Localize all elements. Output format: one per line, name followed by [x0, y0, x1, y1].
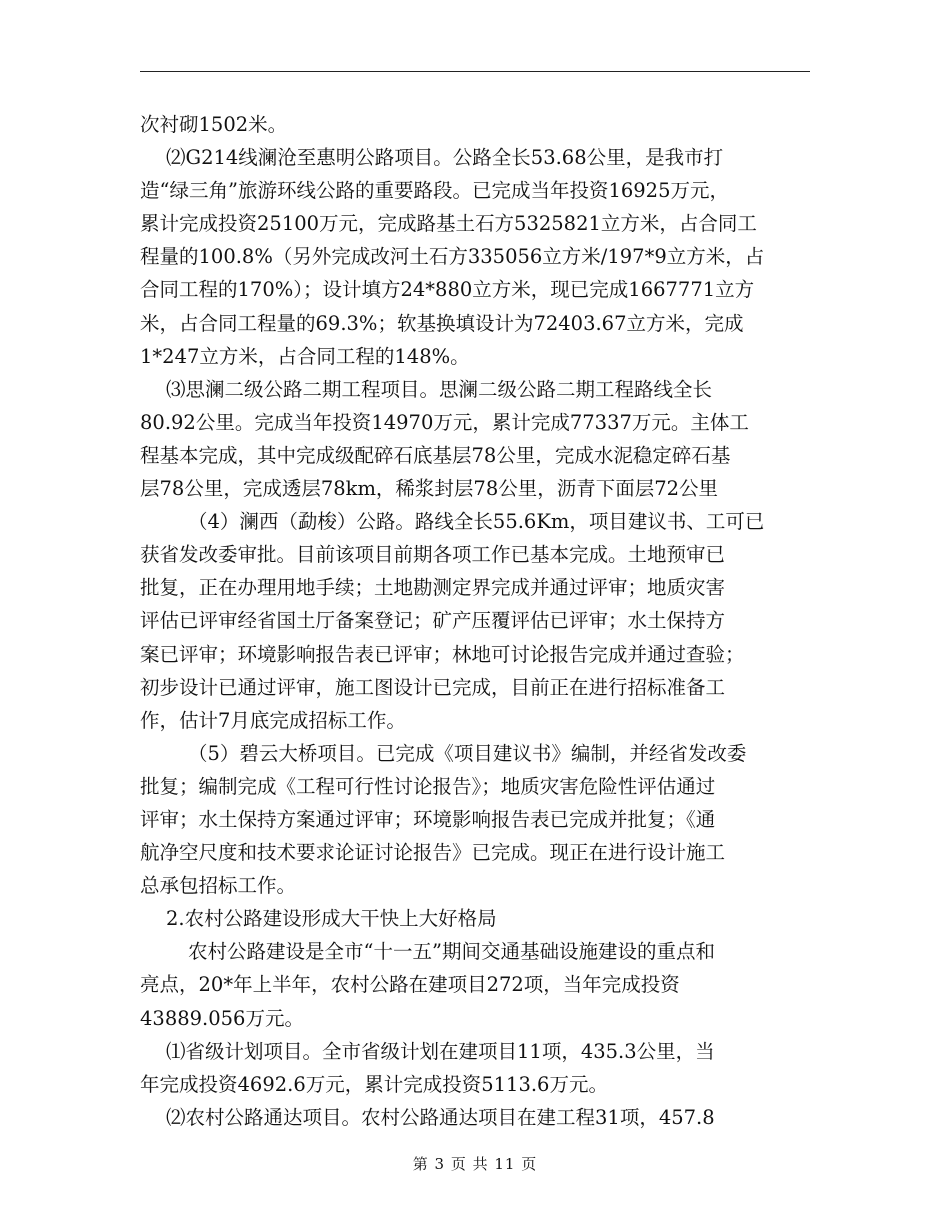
text-line: 航净空尺度和技术要求论证讨论报告》已完成。现正在进行设计施工: [140, 841, 726, 865]
text-line: 年完成投资4692.6万元，累计完成投资5113.6万元。: [140, 1072, 608, 1096]
text-line: 1*247立方米，占合同工程的148%。: [140, 344, 470, 368]
text-line: 合同工程的170%）；设计填方24*880立方米，现已完成1667771立方: [140, 278, 755, 302]
text-line: （5）碧云大桥项目。已完成《项目建议书》编制，并经省发改委: [188, 741, 747, 765]
text-line: 获省发改委审批。目前该项目前期各项工作已基本完成。土地预审已: [140, 543, 726, 567]
text-line: 作，估计7月底完成招标工作。: [140, 708, 406, 732]
text-line: 次衬砌1502米。: [140, 113, 288, 136]
text-line: 批复；编制完成《工程可行性讨论报告》；地质灾害危险性评估通过: [140, 774, 716, 798]
text-line: 累计完成投资25100万元，完成路基土石方5325821立方米，占合同工: [140, 212, 757, 236]
text-line: ⑶思澜二级公路二期工程项目。思澜二级公路二期工程路线全长: [166, 377, 713, 401]
text-line: 程基本完成，其中完成级配碎石底基层78公里，完成水泥稳定碎石基: [140, 443, 731, 467]
text-line: 批复，正在办理用地手续；土地勘测定界完成并通过评审；地质灾害: [140, 576, 726, 600]
text-line: ⑴省级计划项目。全市省级计划在建项目11项，435.3公里，当: [166, 1039, 715, 1063]
text-line: 造“绿三角”旅游环线公路的重要路段。已完成当年投资16925万元，: [140, 179, 729, 203]
text-line: ⑵G214线澜沧至惠明公路项目。公路全长53.68公里，是我市打: [166, 146, 724, 170]
text-line: 农村公路建设是全市“十一五”期间交通基础设施建设的重点和: [188, 940, 715, 964]
text-line: 评审；水土保持方案通过评审；环境影响报告表已完成并批复；《通: [140, 807, 716, 831]
text-line: 亮点，20*年上半年，农村公路在建项目272项，当年完成投资: [140, 973, 680, 997]
text-line: 程量的100.8%（另外完成改河土石方335056立方米/197*9立方米，占: [140, 245, 765, 269]
text-line: 43889.056万元。: [140, 1006, 304, 1030]
text-line: 案已评审；环境影响报告表已评审；林地可讨论报告完成并通过查验；: [140, 642, 745, 666]
text-line: 2.农村公路建设形成大干快上大好格局: [166, 907, 497, 931]
text-line: ⑵农村公路通达项目。农村公路通达项目在建工程31项，457.8: [166, 1105, 715, 1129]
text-line: （4）澜西（勐梭）公路。路线全长55.6Km，项目建议书、工可已: [188, 510, 765, 534]
text-line: 初步设计已通过评审，施工图设计已完成，目前正在进行招标准备工: [140, 675, 726, 699]
text-line: 层78公里，完成透层78km，稀浆封层78公里，沥青下面层72公里: [140, 477, 719, 501]
page-footer: 第 3 页 共 11 页: [412, 1155, 538, 1173]
text-line: 80.92公里。完成当年投资14970万元，累计完成77337万元。主体工: [140, 410, 749, 434]
header-rule: [140, 71, 810, 72]
document-body: [140, 108, 810, 1134]
text-line: 评估已评审经省国土厅备案登记；矿产压覆评估已评审；水土保持方: [140, 609, 726, 633]
text-line: 米，占合同工程量的69.3%；软基换填设计为72403.67立方米，完成: [140, 311, 744, 335]
text-line: 总承包招标工作。: [140, 874, 297, 898]
